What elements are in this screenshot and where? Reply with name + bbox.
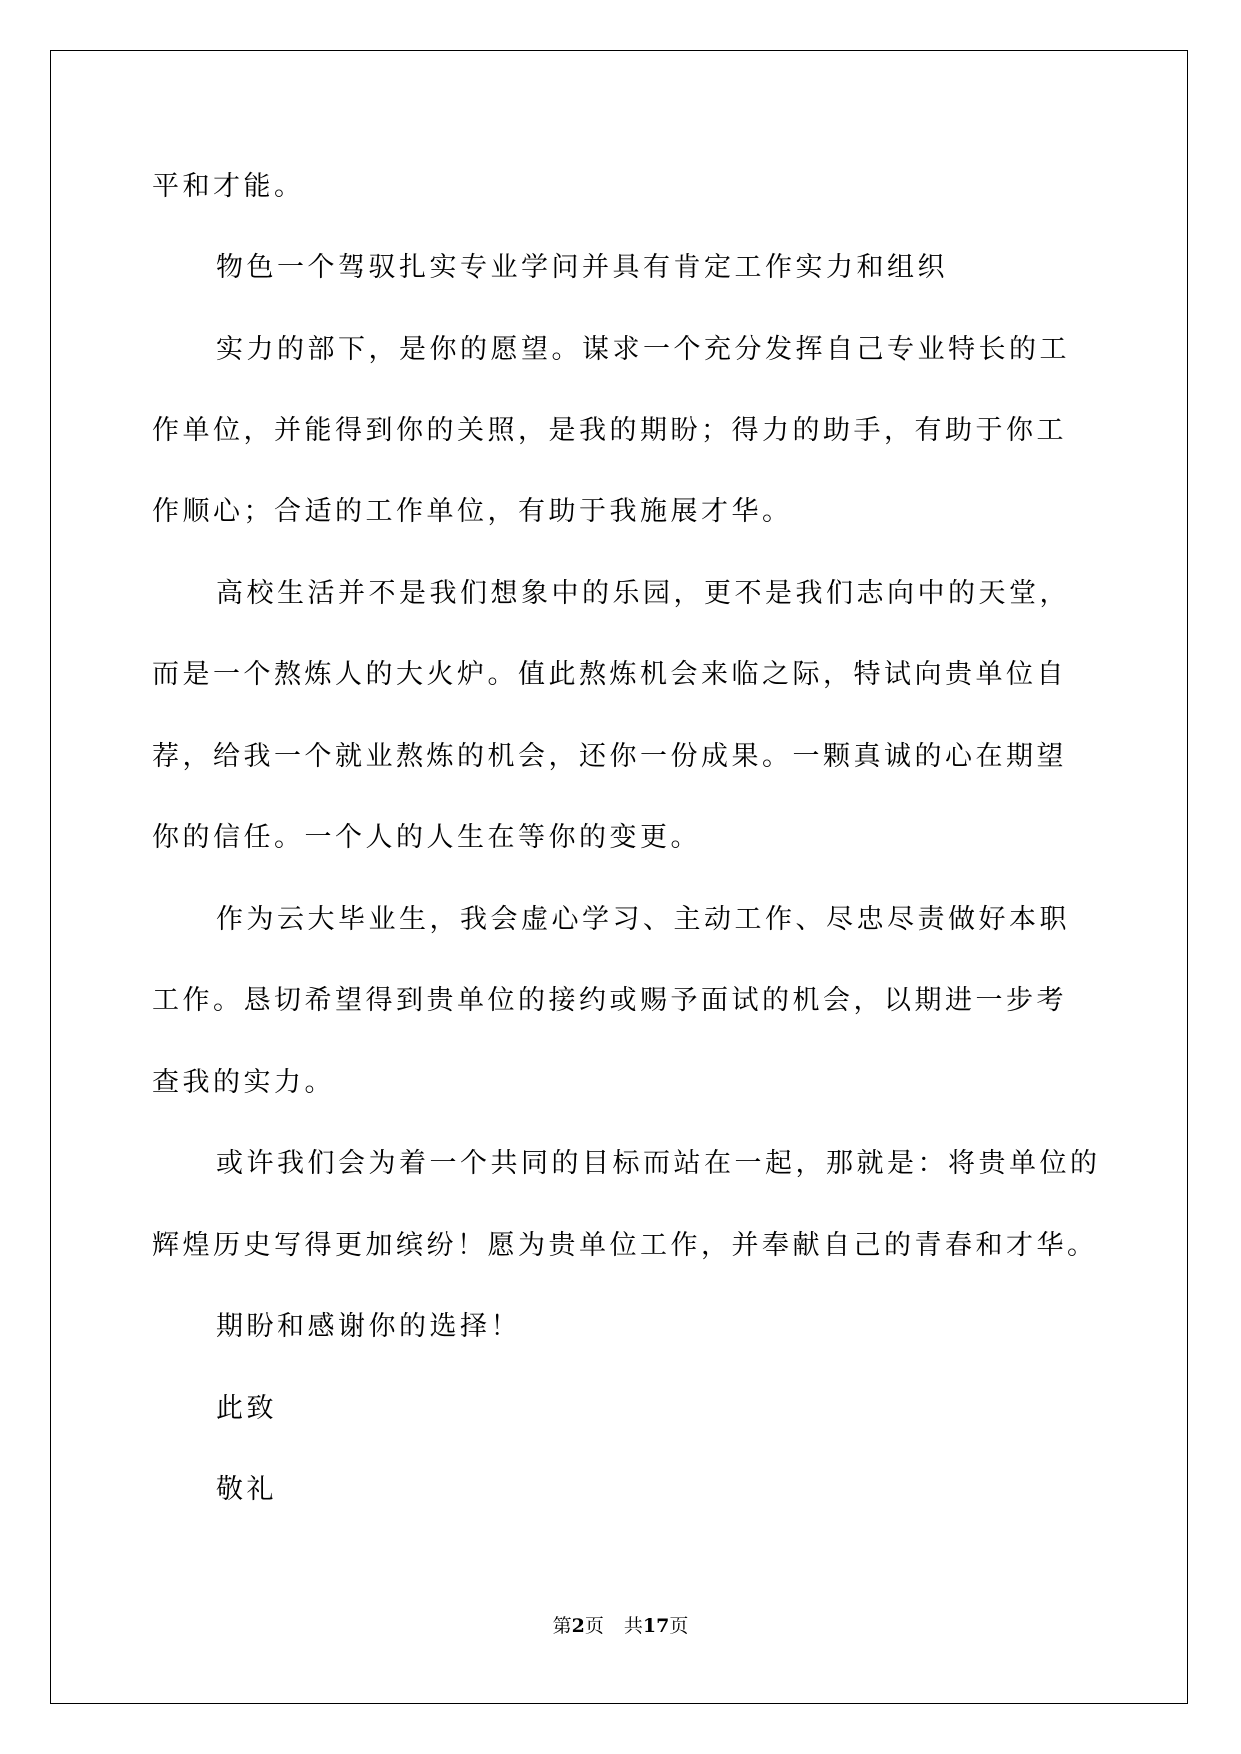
text-line-7: 而是一个熬炼人的大火炉。值此熬炼机会来临之际，特试向贵单位自 <box>152 659 1067 690</box>
page-prefix: 第 <box>552 1615 572 1637</box>
page-suffix: 页 <box>584 1615 604 1637</box>
total-prefix: 共 <box>623 1615 643 1637</box>
text-line-11: 工作。恳切希望得到贵单位的接约或赐予面试的机会，以期进一步考 <box>152 985 1067 1016</box>
text-line-17: 敬礼 <box>216 1474 277 1505</box>
text-line-4: 作单位，并能得到你的关照，是我的期盼；得力的助手，有助于你工 <box>152 415 1067 446</box>
text-line-9: 你的信任。一个人的人生在等你的变更。 <box>152 822 701 853</box>
text-line-10: 作为云大毕业生，我会虚心学习、主动工作、尽忠尽责做好本职 <box>216 904 1070 935</box>
text-line-2: 物色一个驾驭扎实专业学问并具有肯定工作实力和组织 <box>216 252 948 283</box>
text-line-3: 实力的部下，是你的愿望。谋求一个充分发挥自己专业特长的工 <box>216 334 1070 365</box>
text-line-13: 或许我们会为着一个共同的目标而站在一起，那就是：将贵单位的 <box>216 1148 1101 1179</box>
text-line-5: 作顺心；合适的工作单位，有助于我施展才华。 <box>152 496 793 527</box>
page-footer <box>0 1613 1241 1639</box>
text-line-12: 查我的实力。 <box>152 1067 335 1098</box>
text-line-6: 高校生活并不是我们想象中的乐园，更不是我们志向中的天堂， <box>216 578 1070 609</box>
text-line-16: 此致 <box>216 1393 277 1424</box>
text-line-1: 平和才能。 <box>152 171 305 202</box>
page-number: 2 <box>571 1615 585 1637</box>
total-pages: 17 <box>642 1615 670 1637</box>
page-border <box>50 50 1188 1704</box>
text-line-14: 辉煌历史写得更加缤纷！愿为贵单位工作，并奉献自己的青春和才华。 <box>152 1230 1098 1261</box>
total-suffix: 页 <box>669 1615 689 1637</box>
text-line-15: 期盼和感谢你的选择！ <box>216 1311 521 1342</box>
text-line-8: 荐，给我一个就业熬炼的机会，还你一份成果。一颗真诚的心在期望 <box>152 741 1067 772</box>
